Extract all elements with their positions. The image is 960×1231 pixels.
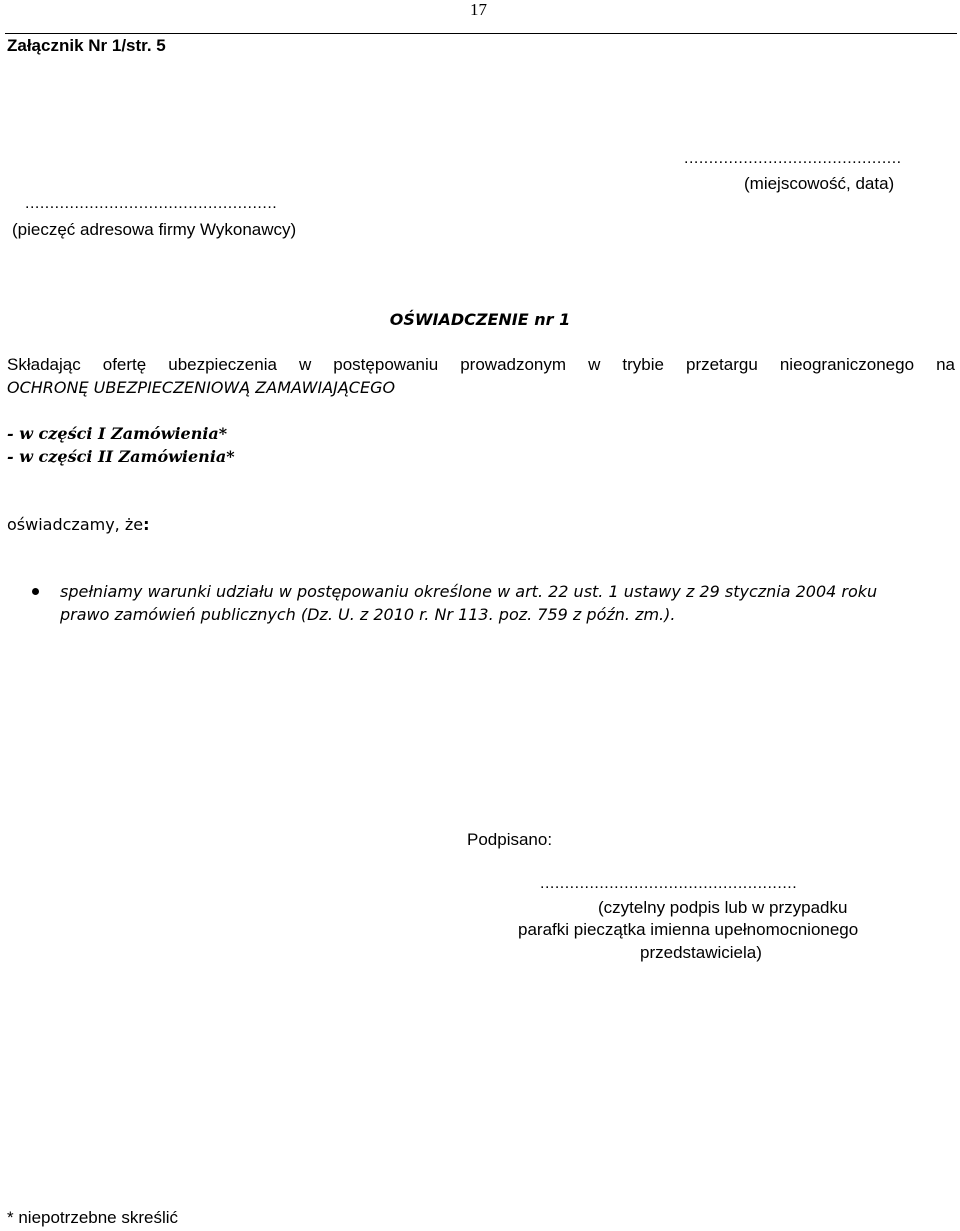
attachment-label: Załącznik Nr 1/str. 5 (7, 36, 166, 55)
intro-subject: OCHRONĘ UBEZPIECZENIOWĄ ZAMAWIAJĄCEGO (7, 378, 396, 397)
bullet-icon (32, 588, 39, 595)
signature-caption-line-3: przedstawiciela) (640, 943, 762, 962)
intro-text: Składając ofertę ubezpieczenia w postępowaniu prowadzonym w trybie przetargu nieograniczonego na (7, 355, 955, 374)
place-date-dotted-line: ............................................ (684, 150, 902, 167)
header-divider (5, 33, 957, 34)
signature-caption-line-2: parafki pieczątka imienna upełnomocnionego (518, 920, 859, 939)
signed-label: Podpisano: (467, 830, 553, 849)
declaration-intro (7, 515, 150, 534)
signature-caption-line-1: (czytelny podpis lub w przypadku (598, 898, 848, 917)
signature-dotted-line: .................................................... (540, 875, 798, 892)
page-number: 17 (470, 0, 487, 19)
declaration-bullet-text: spełniamy warunki udziału w postępowaniu określone w art. 22 ust. 1 ustawy z 29 stycznia 2004 roku prawo zamówień publicznych (Dz. U. z 2010 r. Nr 113. poz. 759 z późn. zm.). (60, 582, 878, 624)
declaration-colon: : (143, 515, 150, 534)
seal-label: (pieczęć adresowa firmy Wykonawcy) (12, 220, 297, 239)
document-title: OŚWIADCZENIE nr 1 (389, 310, 571, 329)
part-option-1: - w części I Zamówienia* (7, 424, 228, 443)
declaration-text: oświadczamy, że (7, 515, 144, 534)
seal-dotted-line: ................................................... (25, 195, 278, 212)
footnote: * niepotrzebne skreślić (7, 1208, 179, 1227)
part-option-2: - w części II Zamówienia* (7, 447, 235, 466)
place-date-label: (miejscowość, data) (744, 174, 895, 193)
